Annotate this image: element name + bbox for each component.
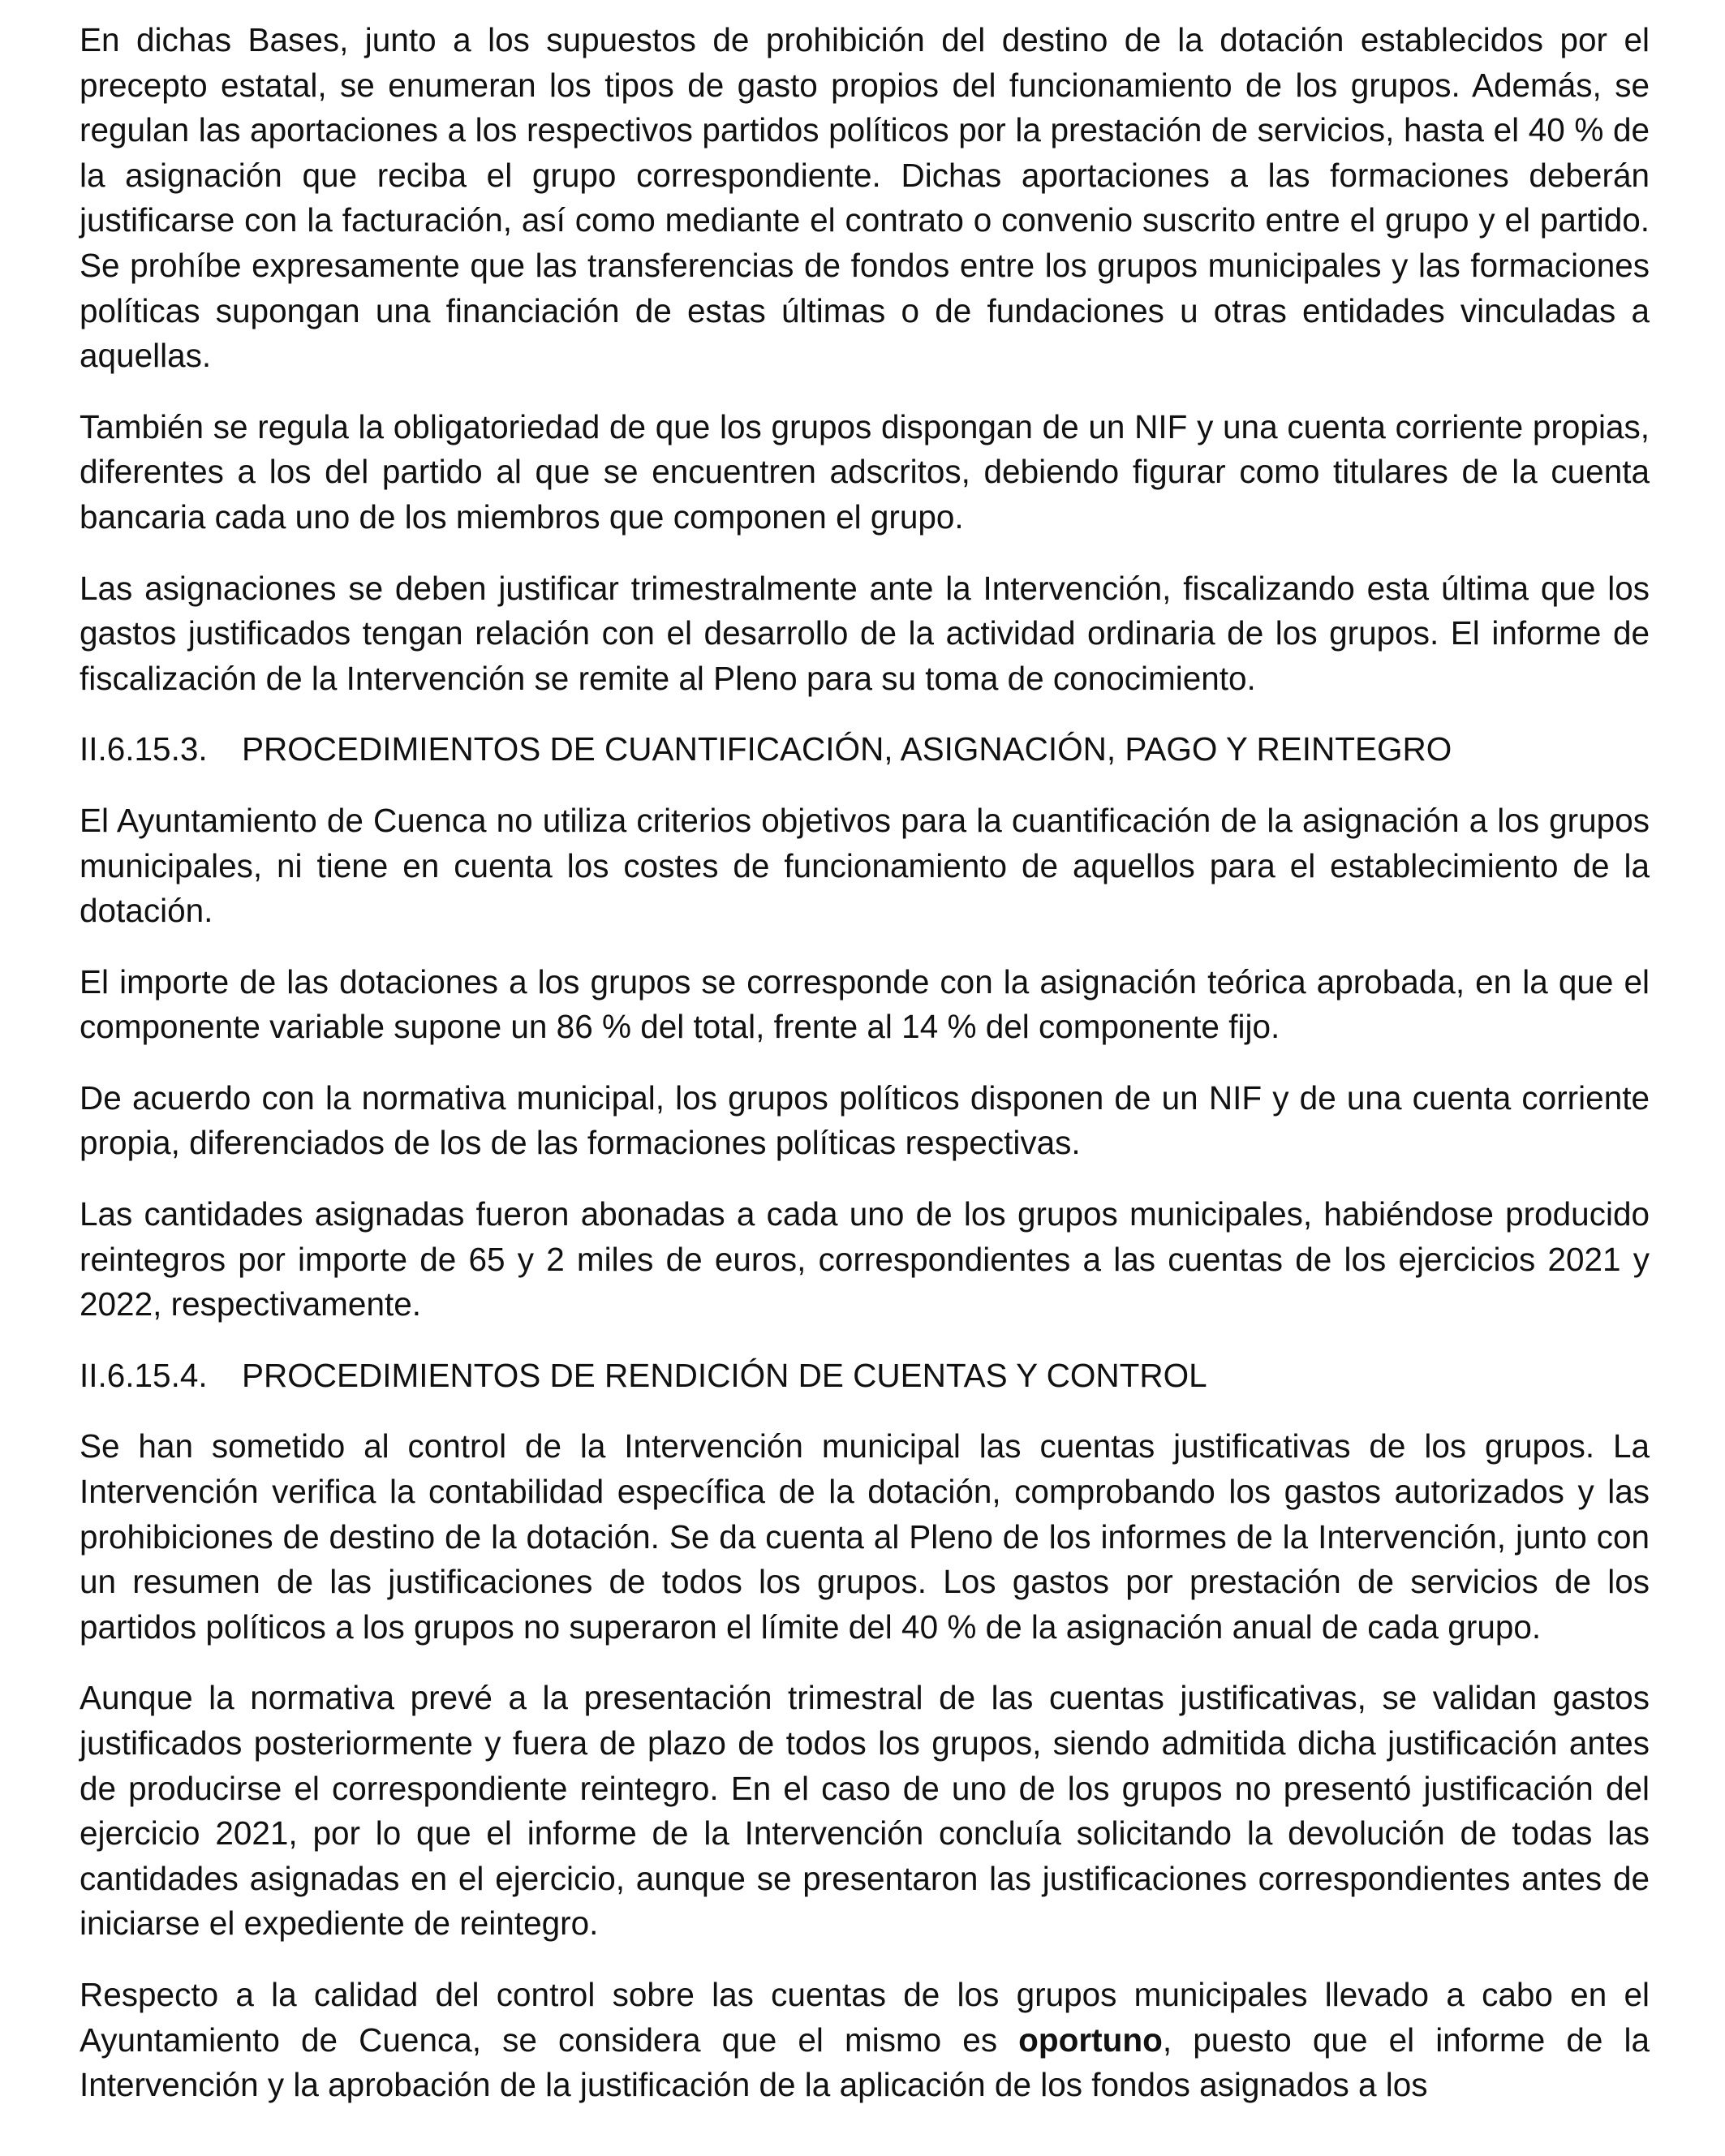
emphasis-oportuno: oportuno <box>1018 2020 1163 2059</box>
paragraph-objective-criteria: El Ayuntamiento de Cuenca no utiliza criterios objetivos para la cuantificación de la asignación a los grupos municipales, ni tiene en cuenta los costes de funcionamiento de aquellos para el establecimiento de la dotación. <box>80 801 1650 930</box>
paragraph-control-quality <box>80 1973 1650 2108</box>
paragraph-allocation-amount: El importe de las dotaciones a los grupos se corresponde con la asignación teórica aprobada, en la que el componente variable supone un 86 % del total, frente al 14 % del componente fijo. <box>80 962 1650 1046</box>
paragraph-municipal-regulation: De acuerdo con la normativa municipal, los grupos políticos disponen de un NIF y de una cuenta corriente propia, diferenciados de los de las formaciones políticas respectivas. <box>80 1078 1650 1162</box>
section-title: PROCEDIMIENTOS DE CUANTIFICACIÓN, ASIGNACIÓN, PAGO Y REINTEGRO <box>242 730 1452 768</box>
section-number: II.6.15.3. <box>80 730 208 768</box>
section-number: II.6.15.4. <box>80 1356 208 1394</box>
document-body <box>80 18 1650 2134</box>
section-heading-accountability <box>80 1353 1650 1399</box>
paragraph-intervention-control: Se han sometido al control de la Intervención municipal las cuentas justificativas de los grupos. La Intervención verifica la contabilidad específica de la dotación, comprobando los gastos autorizados y las prohibiciones de destino de la dotación. Se da cuenta al Pleno de los informes de la Intervención, junto con un resumen de las justificaciones de todos los grupos. Los gastos por prestación de servicios de los partidos políticos a los grupos no superaron el límite del 40 % de la asignación anual de cada grupo. <box>80 1427 1650 1646</box>
paragraph-refunds: Las cantidades asignadas fueron abonadas a cada uno de los grupos municipales, habiéndose producido reintegros por importe de 65 y 2 miles de euros, correspondientes a las cuentas de los ejercicios 2021 y 2022, respectivamente. <box>80 1195 1650 1323</box>
paragraph-text-end: , puesto que el informe de la Intervención y la aprobación de la justificación de la aplicación de los fondos asignados a los <box>80 2020 1650 2104</box>
paragraph-late-justification: Aunque la normativa prevé a la presentación trimestral de las cuentas justificativas, se validan gastos justificados posteriormente y fuera de plazo de todos los grupos, siendo admitida dicha justificación antes de producirse el correspondiente reintegro. En el caso de uno de los grupos no presentó justificación del ejercicio 2021, por lo que el informe de la Intervención concluía solicitando la devolución de todas las cantidades asignadas en el ejercicio, aunque se presentaron las justificaciones correspondientes antes de iniciarse el expediente de reintegro. <box>80 1679 1650 1943</box>
section-heading-quantification <box>80 727 1650 772</box>
paragraph-quarterly-justification: Las asignaciones se deben justificar trimestralmente ante la Intervención, fiscalizando esta última que los gastos justificados tengan relación con el desarrollo de la actividad ordinaria de los grupos. El informe de fiscalización de la Intervención se remite al Pleno para su toma de conocimiento. <box>80 569 1650 697</box>
paragraph-nif-obligation: También se regula la obligatoriedad de que los grupos dispongan de un NIF y una cuenta corriente propias, diferentes a los del partido al que se encuentren adscritos, debiendo figurar como titulares de la cuenta bancaria cada uno de los miembros que componen el grupo. <box>80 407 1650 536</box>
section-title: PROCEDIMIENTOS DE RENDICIÓN DE CUENTAS Y CONTROL <box>242 1356 1207 1394</box>
paragraph-text-start: Respecto a la calidad del control sobre las cuentas de los grupos municipales llevado a cabo en el Ayuntamiento de Cuenca, se considera que el mismo es <box>80 1975 1650 2059</box>
paragraph-bases: En dichas Bases, junto a los supuestos de prohibición del destino de la dotación establecidos por el precepto estatal, se enumeran los tipos de gasto propios del funcionamiento de los grupos. Además, se regulan las aportaciones a los respectivos partidos políticos por la prestación de servicios, hasta el 40 % de la asignación que reciba el grupo correspondiente. Dichas aportaciones a las formaciones deberán justificarse con la facturación, así como mediante el contrato o convenio suscrito entre el grupo y el partido. Se prohíbe expresamente que las transferencias de fondos entre los grupos municipales y las formaciones políticas supongan una financiación de estas últimas o de fundaciones u otras entidades vinculadas a aquellas. <box>80 21 1650 375</box>
